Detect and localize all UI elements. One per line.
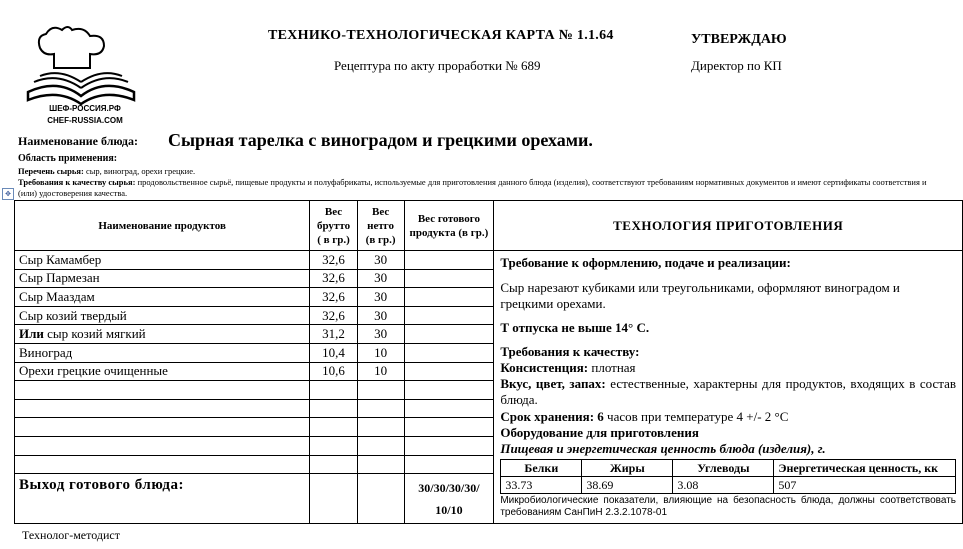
move-handle-icon[interactable]: ✥ [2, 188, 14, 200]
technology-cell [494, 251, 963, 524]
table-row [15, 362, 310, 381]
serving-text: Сыр нарезают кубиками или треугольниками, оформляют виноградом и грецкими орехами. [500, 280, 900, 311]
raw-label: Перечень сырья: [18, 166, 84, 176]
header-product: Наименование продуктов [15, 201, 310, 251]
yield-value-2: 10/10 [435, 502, 463, 517]
dish-label: Наименование блюда: [18, 134, 138, 148]
nutrition-table [500, 459, 956, 494]
product-prefix: Или [19, 326, 44, 342]
ready-value [404, 362, 494, 381]
director-label: Директор по КП [691, 58, 782, 73]
storage-hours: 6 [594, 409, 604, 424]
table-row [15, 306, 310, 325]
nutrition-fat: 38.69 [582, 477, 673, 494]
quality-title: Требования к качеству: [500, 344, 640, 359]
raw-text: сыр, виноград, орехи грецкие. [83, 166, 196, 176]
serving-temp: Т отпуска не выше 14° С. [500, 320, 650, 335]
ready-value [404, 306, 494, 325]
yield-value-1: 30/30/30/30/ [418, 480, 480, 495]
table-row [15, 269, 310, 288]
recipe-table [14, 200, 963, 524]
empty-row [15, 381, 310, 400]
card-title: ТЕХНИКО-ТЕХНОЛОГИЧЕСКАЯ КАРТА № 1.1.64 [268, 28, 614, 43]
dish-name: Сырная тарелка с виноградом и грецкими орехами. [168, 130, 593, 150]
chef-book-logo [22, 22, 140, 130]
header-ready: Вес готового продукта (в гр.) [404, 201, 494, 251]
gross-value: 32,6 [310, 251, 357, 270]
net-value: 10 [357, 362, 404, 381]
net-value: 10 [357, 344, 404, 363]
taste-label: Вкус, цвет, запах: [500, 376, 606, 391]
product-name: Сыр козий твердый [19, 307, 127, 323]
nutrition-header-fat: Жиры [582, 460, 673, 477]
quality-label: Требования к качеству сырья: [18, 177, 136, 187]
gross-value: 32,6 [310, 269, 357, 288]
gross-value: 31,2 [310, 325, 357, 344]
table-row [15, 344, 310, 363]
yield-label: Выход готового блюда: [15, 474, 310, 524]
storage-label: Срок хранения: [500, 409, 595, 424]
product-name: сыр козий мягкий [43, 326, 146, 342]
header-net: Вес нетго (в гр.) [357, 201, 404, 251]
gross-value: 32,6 [310, 306, 357, 325]
ready-value [404, 251, 494, 270]
ready-value [404, 288, 494, 307]
storage [500, 409, 956, 425]
gross-value: 32,6 [310, 288, 357, 307]
net-value: 30 [357, 306, 404, 325]
net-value: 30 [357, 325, 404, 344]
empty-row [15, 437, 310, 456]
logo-text-ru: ШЕФ-РОССИЯ.РФ [49, 104, 121, 113]
net-value: 30 [357, 251, 404, 270]
nutrition-protein: 33.73 [501, 477, 582, 494]
raw-materials [18, 166, 195, 177]
ready-value [404, 344, 494, 363]
product-name: Сыр Камамбер [19, 251, 102, 267]
table-row [15, 251, 310, 270]
logo-text-en: CHEF-RUSSIA.COM [47, 116, 123, 125]
taste [500, 376, 956, 408]
gross-value: 10,4 [310, 344, 357, 363]
application-area: Область применения: [18, 153, 118, 164]
product-name: Сыр Пармезан [19, 270, 100, 286]
product-name: Сыр Мааздам [19, 289, 95, 305]
yield-value [404, 474, 494, 524]
nutrition-energy: 507 [774, 477, 956, 494]
header-technology: ТЕХНОЛОГИЯ ПРИГОТОВЛЕНИЯ [494, 201, 963, 251]
serving-title: Требование к оформлению, подаче и реализации: [500, 255, 791, 270]
micro-requirements: Микробиологические показатели, влияющие на безопасность блюда, должны соответствовать требованиям СанПиН 2.3.2.1078-01 [500, 495, 956, 518]
raw-quality [18, 177, 943, 199]
gross-value: 10,6 [310, 362, 357, 381]
quality-text: продовольственное сырьё, пищевые продукты и полуфабрикаты, используемые для приготовления данного блюда (изделия), соответствуют требованиям нормативных документов и имеют сертификаты соответствия и (или) удостоверения качества. [18, 177, 927, 198]
technologist-label: Технолог-методист [22, 528, 120, 542]
consistency-text: плотная [588, 360, 636, 375]
table-row [15, 288, 310, 307]
taste-text: естественные, характерны для продуктов, входящих в состав блюда. [500, 376, 956, 407]
empty-row [15, 399, 310, 418]
recipe-act: Рецептура по акту проработки № 689 [334, 58, 541, 73]
equipment-title: Оборудование для приготовления [500, 425, 699, 440]
ready-value [404, 269, 494, 288]
header-gross: Вес брутто ( в гр.) [310, 201, 357, 251]
consistency [500, 360, 956, 376]
nutrition-carbs: 3.08 [673, 477, 774, 494]
nutrition-title: Пищевая и энергетическая ценность блюда (изделия), г. [500, 441, 826, 456]
net-value: 30 [357, 288, 404, 307]
nutrition-header-carbs: Углеводы [673, 460, 774, 477]
consistency-label: Консистенция: [500, 360, 589, 375]
nutrition-header-energy: Энергетическая ценность, кк [774, 460, 956, 477]
empty-row [15, 455, 310, 474]
net-value: 30 [357, 269, 404, 288]
product-name: Орехи грецкие очищенные [19, 363, 168, 379]
product-name: Виноград [19, 344, 73, 360]
table-row [15, 325, 310, 344]
empty-row [15, 418, 310, 437]
nutrition-header-protein: Белки [501, 460, 582, 477]
approve-label: УТВЕРЖДАЮ [691, 32, 787, 47]
ready-value [404, 325, 494, 344]
storage-text: часов при температуре 4 +/- 2 °С [603, 409, 789, 424]
